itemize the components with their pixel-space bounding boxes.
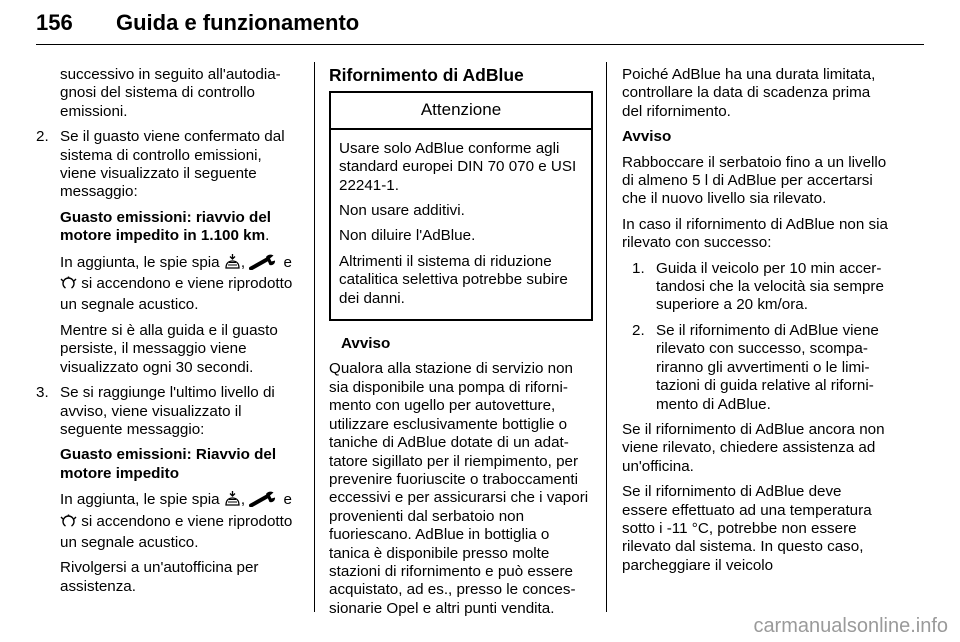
lamps-paragraph (60, 253, 298, 315)
notice-block (329, 335, 593, 353)
chapter-title: Guida e funzionamento (116, 10, 360, 35)
warning-box-title: Attenzione (331, 93, 591, 129)
message-1-text: Guasto emissioni: riavvio del motore impedito in 1.100 km (60, 208, 272, 245)
lamps-prefix: In aggiunta, le spie spia (60, 253, 224, 271)
emission-control-lamp-icon (224, 490, 241, 512)
warning-box-body (331, 130, 591, 319)
notice-text: Rabboccare il serbatoio fino a un livello di almeno 5 l di AdBlue per accertarsi che il nuovo livello sia rilevato. (622, 153, 887, 208)
intro-text: Poiché AdBlue ha una durata limitata, controllare la data di scadenza prima del rifornimento. (622, 66, 876, 120)
list-item-3 (36, 384, 298, 596)
column-3 (622, 66, 888, 582)
closing-text: Rivolgersi a un'autofficina per assistenza. (60, 559, 259, 595)
still-text: Se il rifornimento di AdBlue ancora non viene rilevato, chiedere assistenza ad un'officina. (622, 420, 885, 475)
page-header (36, 10, 924, 50)
list-text: Se si raggiunge l'ultimo livello di avviso, viene visualizzato il seguente messaggio: (60, 384, 275, 438)
step-text: Se il rifornimento di AdBlue viene rilevato con successo, scompariranno gli avvertimenti o le limitazioni di guida relative al rifornimento di AdBlue. (656, 321, 879, 413)
persist-text: Mentre si è alla guida e il guasto persiste, il messaggio viene visualizzato ogni 30 secondi. (60, 321, 278, 376)
step-text: Guida il veicolo per 10 min accertandosi che la velocità sia sempre superiore a 20 km/ora. (656, 259, 884, 314)
column-divider-2 (606, 62, 607, 612)
column-1 (36, 66, 298, 603)
lamps-paragraph-2 (60, 490, 298, 552)
message-2: Guasto emissioni: Riavvio del motore impedito (60, 446, 277, 482)
column-divider-1 (314, 62, 315, 612)
warning-paragraph: Non diluire l'AdBlue. (339, 227, 476, 245)
warning-paragraph: Usare solo AdBlue conforme agli standard europei DIN 70 070 e USI 22241-1. (339, 139, 577, 194)
service-wrench-icon (249, 254, 279, 275)
column-2 (329, 66, 593, 625)
message-1 (60, 209, 298, 246)
warning-box (329, 91, 593, 321)
list-number: 3. (36, 384, 49, 402)
service-wrench-icon (249, 491, 279, 512)
step-1 (632, 260, 888, 315)
notice-text: Qualora alla stazione di servizio non sia disponibile una pompa di rifornimento con ugello per autovetture, utilizzare esclusivamente bottiglie o taniche di AdBlue dotate di un adattatore sigillato per il riempimento, per prevenire fuoriuscite o traboccamenti eccessivi e per assicurarsi che i vapori provenienti dal serbatoio non fuoriescano. AdBlue in bottiglia o tanica è disponibile presso molte stazioni di rifornimento e può essere acquistato, ad es., presso le concessionarie Opel e altri punti vendita. (329, 360, 589, 617)
page-number: 156 (36, 10, 73, 35)
message-1-suffix: . (265, 227, 270, 245)
glow-plug-icon (60, 276, 77, 296)
lamps-prefix: In aggiunta, le spie spia (60, 491, 224, 509)
step-number: 2. (632, 321, 645, 339)
header-rule (36, 44, 924, 45)
notice-title: Avviso (341, 335, 391, 353)
list-item-2 (36, 128, 298, 377)
lamps-suffix: si accendono e viene riprodotto un segnale acustico. (60, 275, 293, 314)
glow-plug-icon (60, 514, 77, 534)
warning-paragraph: Non usare additivi. (339, 202, 465, 220)
fail-text: In caso il rifornimento di AdBlue non sia rilevato con successo: (622, 215, 888, 252)
list-number: 2. (36, 128, 49, 146)
lamps-and: e (279, 491, 292, 509)
lamps-and: e (279, 253, 292, 271)
lamps-separator: , (240, 491, 250, 509)
notice-title: Avviso (622, 128, 672, 146)
warning-paragraph: Altrimenti il sistema di riduzione catalitica selettiva potrebbe subire dei danni. (339, 252, 568, 307)
list-text: Se il guasto viene confermato dal sistema di controllo emissioni, viene visualizzato il seguente messaggio: (60, 128, 285, 201)
step-2 (632, 322, 888, 414)
continued-text: successivo in seguito all'autodiagnosi del sistema di controllo emissioni. (60, 66, 281, 120)
lamps-separator: , (240, 253, 250, 271)
cold-text: Se il rifornimento di AdBlue deve essere effettuato ad una temperatura sotto i -11 °C, potrebbe non essere rilevato dal sistema. In questo caso, parcheggiare il veicolo (622, 483, 872, 574)
lamps-suffix: si accendono e viene riprodotto un segnale acustico. (60, 512, 293, 551)
section-title: Rifornimento di AdBlue (329, 65, 524, 85)
watermark: carmanualsonline.info (753, 615, 948, 637)
step-number: 1. (632, 259, 645, 277)
emission-control-lamp-icon (224, 253, 241, 275)
